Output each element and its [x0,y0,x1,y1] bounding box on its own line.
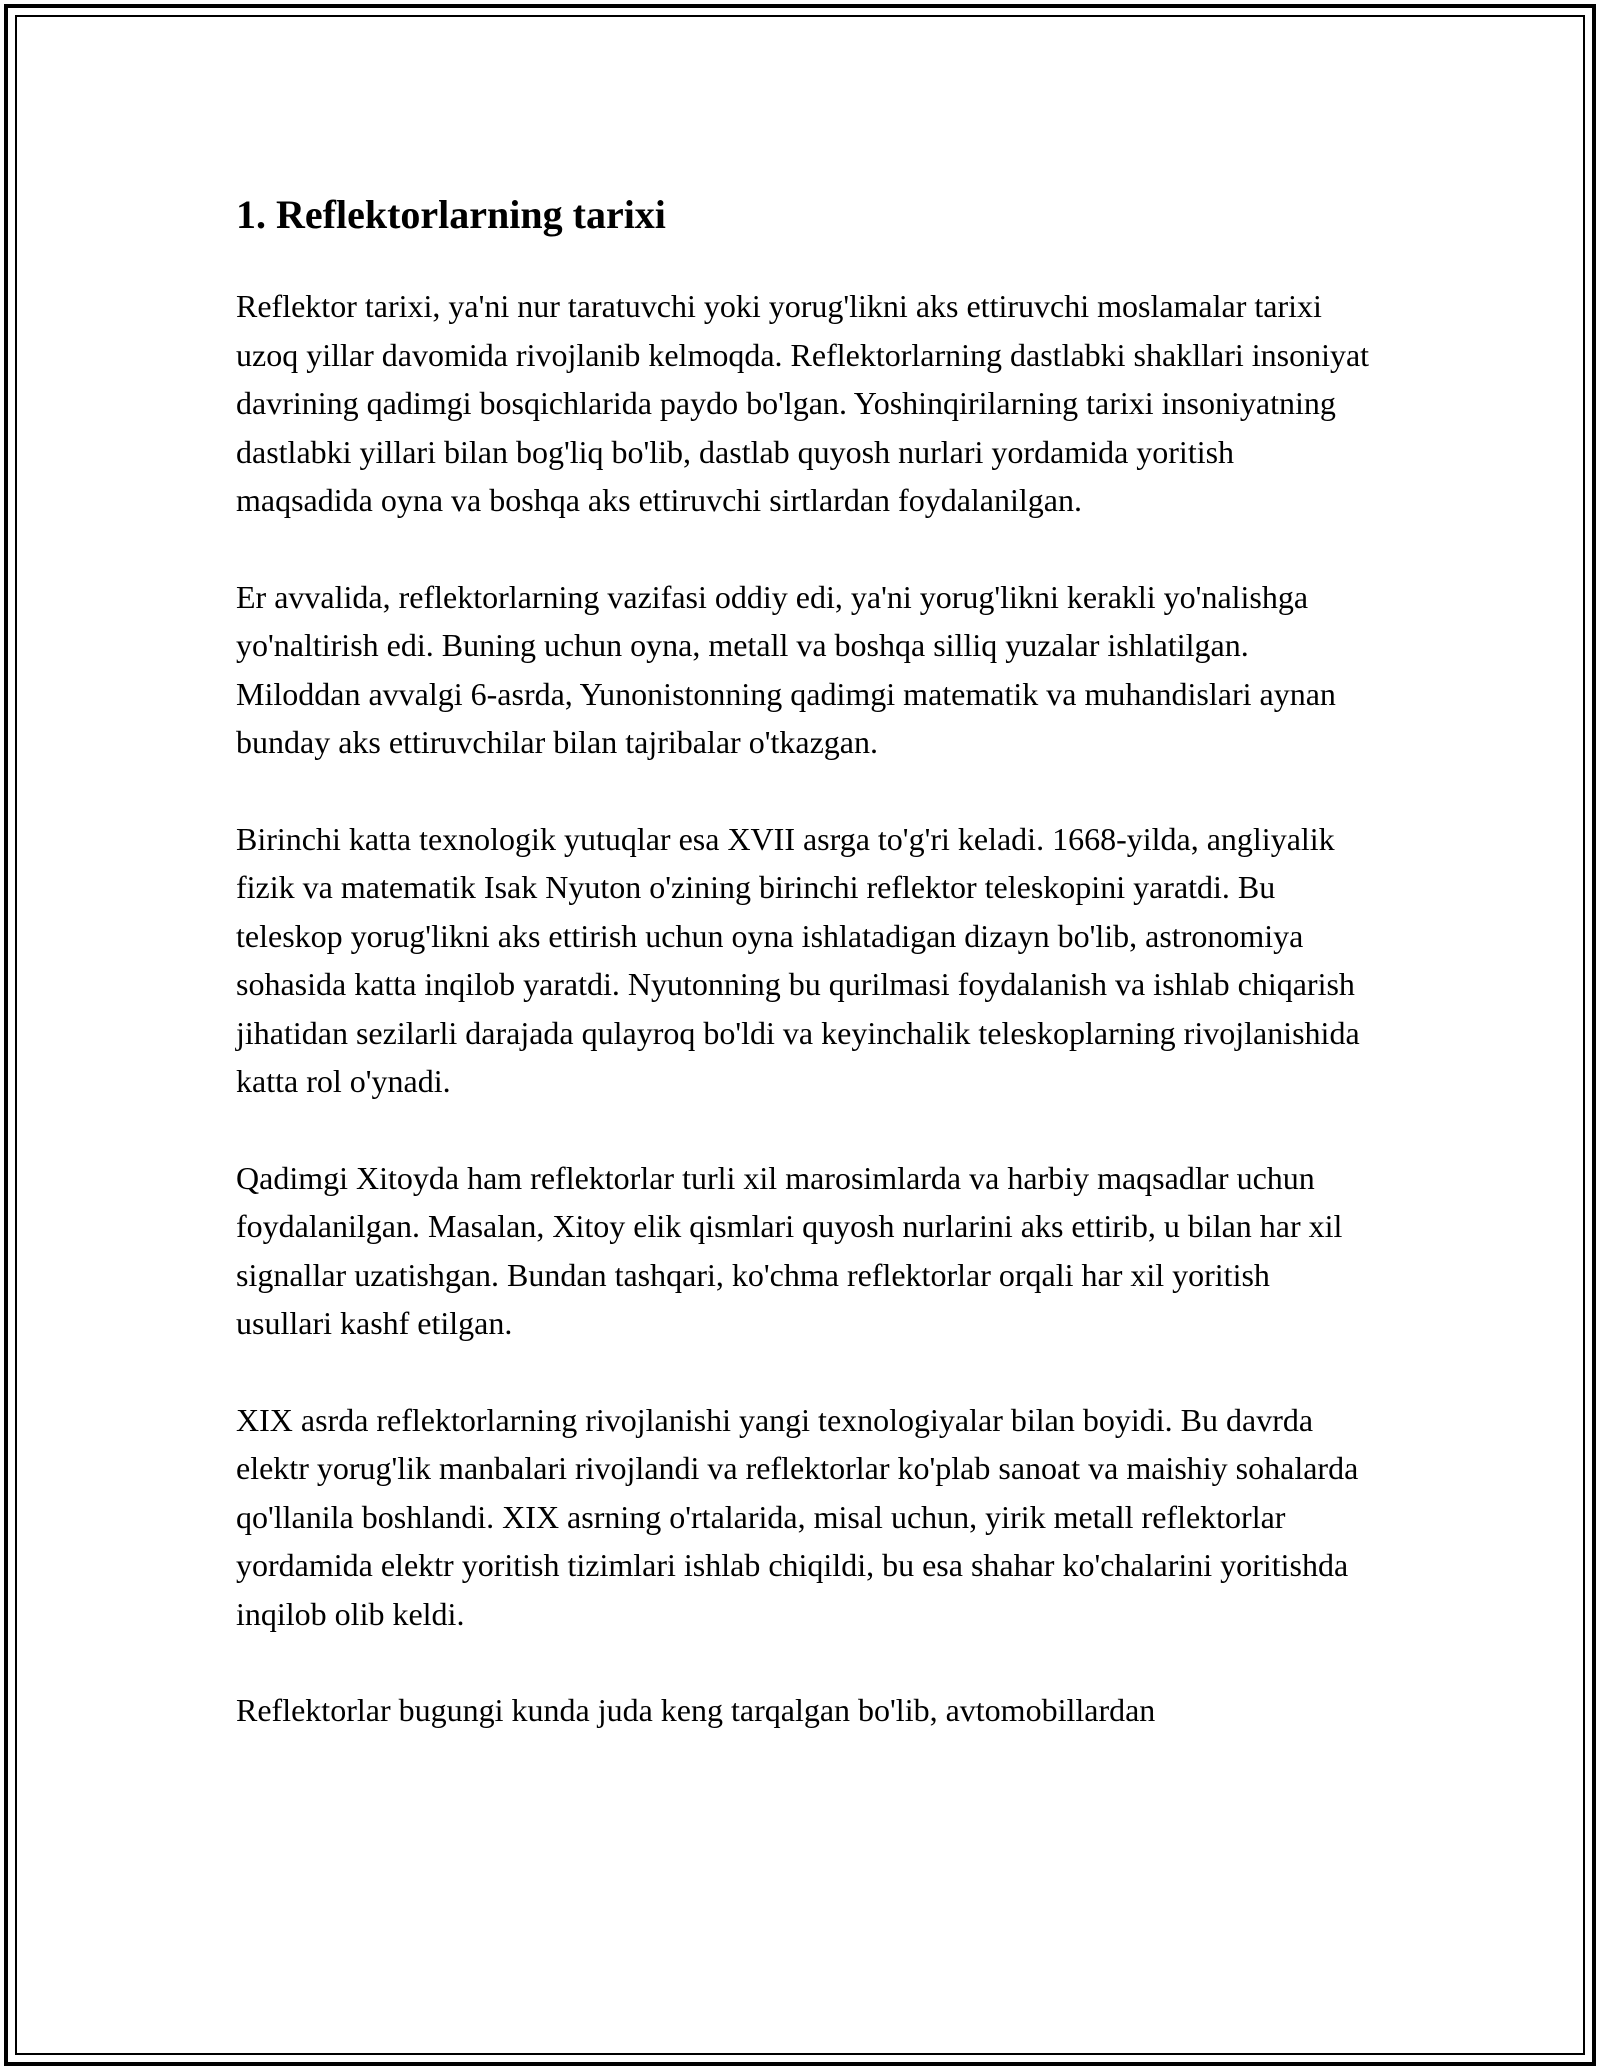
paragraph-3: Birinchi katta texnologik yutuqlar esa XVII asrga to'g'ri keladi. 1668-yilda, angliyalik fizik va matematik Isak Nyuton o'zining birinchi reflektor teleskopini yaratdi. Bu teleskop yorug'likni aks ettirish uchun oyna ishlatadigan dizayn bo'lib, astronomiya sohasida katta inqilob yaratdi. Nyutonning bu qurilmasi foydalanish va ishlab chiqarish jihatidan sezilarli darajada qulayroq bo'ldi va keyinchalik teleskoplarning rivojlanishida katta rol o'ynadi. [236,820,1360,1099]
paragraph-2: Er avvalida, reflektorlarning vazifasi oddiy edi, ya'ni yorug'likni kerakli yo'nalishga yo'naltirish edi. Buning uchun oyna, metall va boshqa silliq yuzalar ishlatilgan. Miloddan avvalgi 6-asrda, Yunonistonning qadimgi matematik va muhandislari aynan bunday aks ettiruvchilar bilan tajribalar o'tkazgan. [236,578,1336,760]
paragraph-5: XIX asrda reflektorlarning rivojlanishi yangi texnologiyalar bilan boyidi. Bu davrda elektr yorug'lik manbalari rivojlandi va reflektorlar ko'plab sanoat va maishiy sohalarda qo'llanila boshlandi. XIX asrning o'rtalarida, misal uchun, yirik metall reflektorlar yordamida elektr yoritish tizimlari ishlab chiqildi, bu esa shahar ko'chalarini yoritishda inqilob olib keldi. [236,1401,1359,1632]
paragraph-6: Reflektorlar bugungi kunda juda keng tarqalgan bo'lib, avtomobillardan [236,1692,1156,1728]
paragraph-4: Qadimgi Xitoyda ham reflektorlar turli xil marosimlarda va harbiy maqsadlar uchun foydalanilgan. Masalan, Xitoy elik qismlari quyosh nurlarini aks ettirib, u bilan har xil signallar uzatishgan. Bundan tashqari, ko'chma reflektorlar orqali har xil yoritish usullari kashf etilgan. [236,1159,1343,1341]
section-heading: 1. Reflektorlarning tarixi [236,192,666,237]
paragraph-1: Reflektor tarixi, ya'ni nur taratuvchi yoki yorug'likni aks ettiruvchi moslamalar tarixi uzoq yillar davomida rivojlanib kelmoqda. Reflektorlarning dastlabki shakllari insoniyat davrining qadimgi bosqichlarida paydo bo'lgan. Yoshinqirilarning tarixi insoniyatning dastlabki yillari bilan bog'liq bo'lib, dastlab quyosh nurlari yordamida yoritish maqsadida oyna va boshqa aks ettiruvchi sirtlardan foydalanilgan. [236,288,1370,518]
document-body [236,178,1372,1783]
